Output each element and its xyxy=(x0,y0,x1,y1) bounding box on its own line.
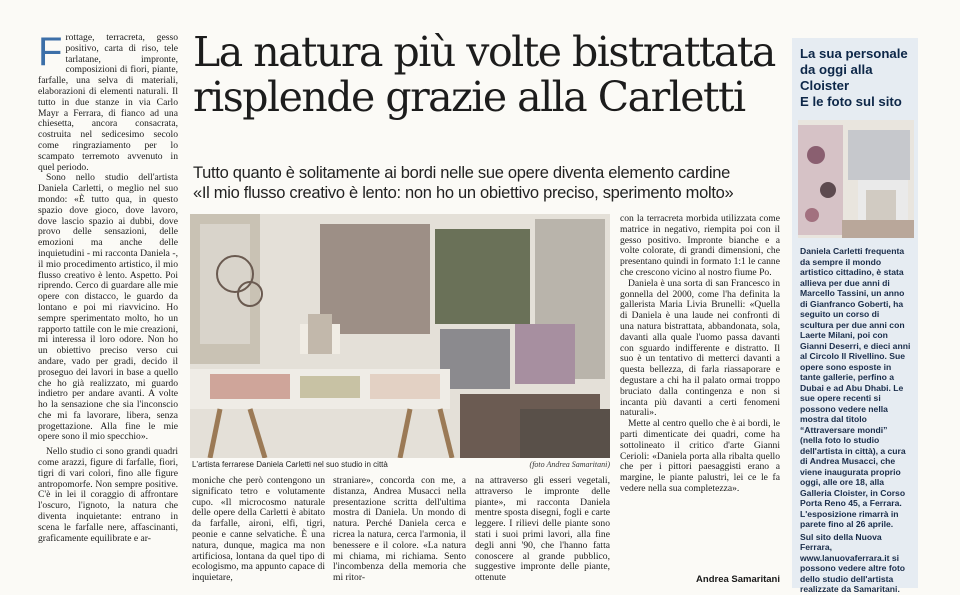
article-column-1 xyxy=(38,33,178,589)
column-5-paragraph-2: Daniela è una sorta di san Francesco in gonnella del 2000, come l'ha definita la gallerista Maria Livia Brunelli: «Quella di Daniela è una laude nei confronti di una natura bistrattata, abbandonata, sola, davanti alla quale l'uomo passa davanti con sguardo indifferente e distratto. Il suo è un tentativo di metterci davanti a questa bellezza, di farla riassaporare e degustare a chi ha il palato ormai troppo bruciato dalla contingenza e non si incanta più davanti a certi fenomeni naturali». xyxy=(620,277,780,419)
column-1-paragraph-2: Sono nello studio dell'artista Daniela Carletti, o meglio nel suo mondo: «È tutto qua, in questo spazio dove gioco, dove lavoro, dove lascio spazio ai dubbi, dove provo delle sensazioni, delle emozioni ma anche delle inquietudini - mi racconta Daniela -, il mio procedimento artistico, il mio flusso creativo è lento. Aspetto. Poi riprendo. Cerco di guardare alle mie opere con distacco, le guardo da lontano e poi mi riavvicino. Ho sempre sperimentato molto, ho un rapporto tattile con le mie creazioni, mi interessa il loro odore. Non ho un obiettivo preciso verso cui andare, vado per gradi, decido il proseguo dei lavori in base a quello che ho già realizzato, mi guardo indietro per andare avanti. A volte ho la sensazione che sia l'inconscio che mi fa lavorare, libera, senza progettazione. Alla fine le mie opere sono il mio specchio». xyxy=(38,172,178,443)
column-1-paragraph-1: rottage, terracreta, gesso positivo, carta di riso, tele tarlatane, impronte, composizioni di fiori, piante, farfalle, una selva di materiali, elaborazioni di elementi naturali. Il tutto in due stanze in via Carlo Mayr a Ferrara, di fianco ad una chiesetta, ancora consacrata, costruita nel sedicesimo secolo come ringraziamento per lo scampato terremoto avvenuto in quel periodo. xyxy=(38,33,178,173)
column-3-text: straniare», concorda con me, a distanza, Andrea Musacci nella presentazione scritta dell'ultima mostra di Daniela. Un mondo di natura. Perché Daniela cerca e ricrea la natura, cerca l'armonia, il benessere e il colore. «La natura mi chiama, mi richiama. Sento l'incombenza della memoria che mi ritor- xyxy=(333,476,466,584)
subhead-line-1: Tutto quanto è solitamente ai bordi nelle sue opere diventa elemento cardine xyxy=(193,164,731,182)
article-column-5 xyxy=(620,214,780,574)
column-2-text: moniche che però contengono un significato tetro e volutamente cupo. «Il microcosmo naturale delle opere della Carletti è abitato da farfalle, aironi, elfi, tigri, peonie e canne selvatiche. È una natura, dunque, magica ma non artificiosa, lontana da quel tipo di ecologismo, ma appunto capace di inquietare, xyxy=(192,476,325,584)
article-column-3 xyxy=(333,476,466,590)
column-1-paragraph-3: Nello studio ci sono grandi quadri come arazzi, figure di farfalle, fiori, tigri di vari colori, fino alle figure antropomorfe. Non sempre positive. C'è in lei il coraggio di affrontare l'oscuro, l'ignoto, la natura che diventa inquietante: entrano in scena le farfalle nere, affascinanti, graficamente equilibrate e ar- xyxy=(38,446,178,544)
studio-photo xyxy=(190,214,610,458)
column-5-paragraph-1: con la terracreta morbida utilizzata come matrice in negativo, riempita poi con il gesso positivo. Impronte bianche e a volte colorate, di grandi dimensioni, che presentano quindi in formato 1:1 le canne che crescono vicino al nostro fiume Po. xyxy=(620,214,780,278)
sidebar-title-line-1: La sua personale xyxy=(800,46,908,61)
sidebar-title-line-2: da oggi alla Cloister xyxy=(800,62,873,93)
sidebar-title-line-3: E le foto sul sito xyxy=(800,94,902,109)
studio-photo-illustration xyxy=(190,214,610,458)
photo-credit: (foto Andrea Samaritani) xyxy=(529,460,610,469)
column-5-paragraph-3: Mette al centro quello che è ai bordi, le parti dimenticate dei quadri, come ha sottolineato il critico d'arte Gianni Cerioli: «Daniela porta alla ribalta quello che per i pittori paesaggisti erano a margine, le piante palustri, lei ce le fa vedere nella sua completezza». xyxy=(620,418,780,494)
subhead-line-2: «Il mio flusso creativo è lento: non ho un obiettivo preciso, sperimento molto» xyxy=(193,184,734,202)
headline-line-1: La natura più volte bistrattata xyxy=(193,28,775,76)
article-column-2 xyxy=(192,476,325,590)
photo-caption: L'artista ferrarese Daniela Carletti nel suo studio in città xyxy=(192,460,388,469)
column-4-bottom-text: na attraverso gli esseri vegetali, attraverso le impronte delle piante», mi racconta Daniela mentre sposta disegni, fogli e carte leggere. I rilievi delle piante sono stati i suoi primi lavori, alla fine degli anni '90, che l'hanno fatta conoscere al grande pubblico, suggestive impronte delle piante, ottenute xyxy=(475,476,610,584)
subheadline xyxy=(193,163,783,203)
sidebar-photo xyxy=(798,120,914,238)
sidebar-box xyxy=(792,38,918,594)
article-signature: Andrea Samaritani xyxy=(696,574,780,585)
sidebar-website-note: Sul sito della Nuova Ferrara, www.lanuovaferrara.it si possono vedere altre foto dello studio dell'artista realizzate da Samaritani. xyxy=(800,531,906,594)
sidebar-title xyxy=(792,38,918,116)
headline xyxy=(193,30,783,120)
sidebar-photo-illustration xyxy=(798,120,914,238)
article-column-4-bottom xyxy=(475,476,610,590)
sidebar-body: Daniela Carletti frequenta da sempre il mondo artistico cittadino, è stata allieva per due anni di Marcello Tassini, un anno di Gianfranco Goberti, ha seguito un corso di scultura per due anni con Laerte Milani, poi con Gianni Deserri, e dieci anni al Circolo Il Rivellino. Sue opere sono esposte in tante gallerie, perfino a Dubai e ad Abu Dhabi. Le sue opere recenti si possono vedere nella mostra dal titolo “Attraversare mondi” (nella foto lo studio dell'artista in città), a cura di Andrea Musacci, che viene inaugurata proprio oggi, alle ore 18, alla Galleria Cloister, in Corso Porta Reno 45, a Ferrara. L'esposizione rimarrà in parete fino al 26 aprile. xyxy=(800,246,911,529)
headline-line-2: risplende grazie alla Carletti xyxy=(193,73,745,121)
dropcap: F xyxy=(38,33,63,74)
